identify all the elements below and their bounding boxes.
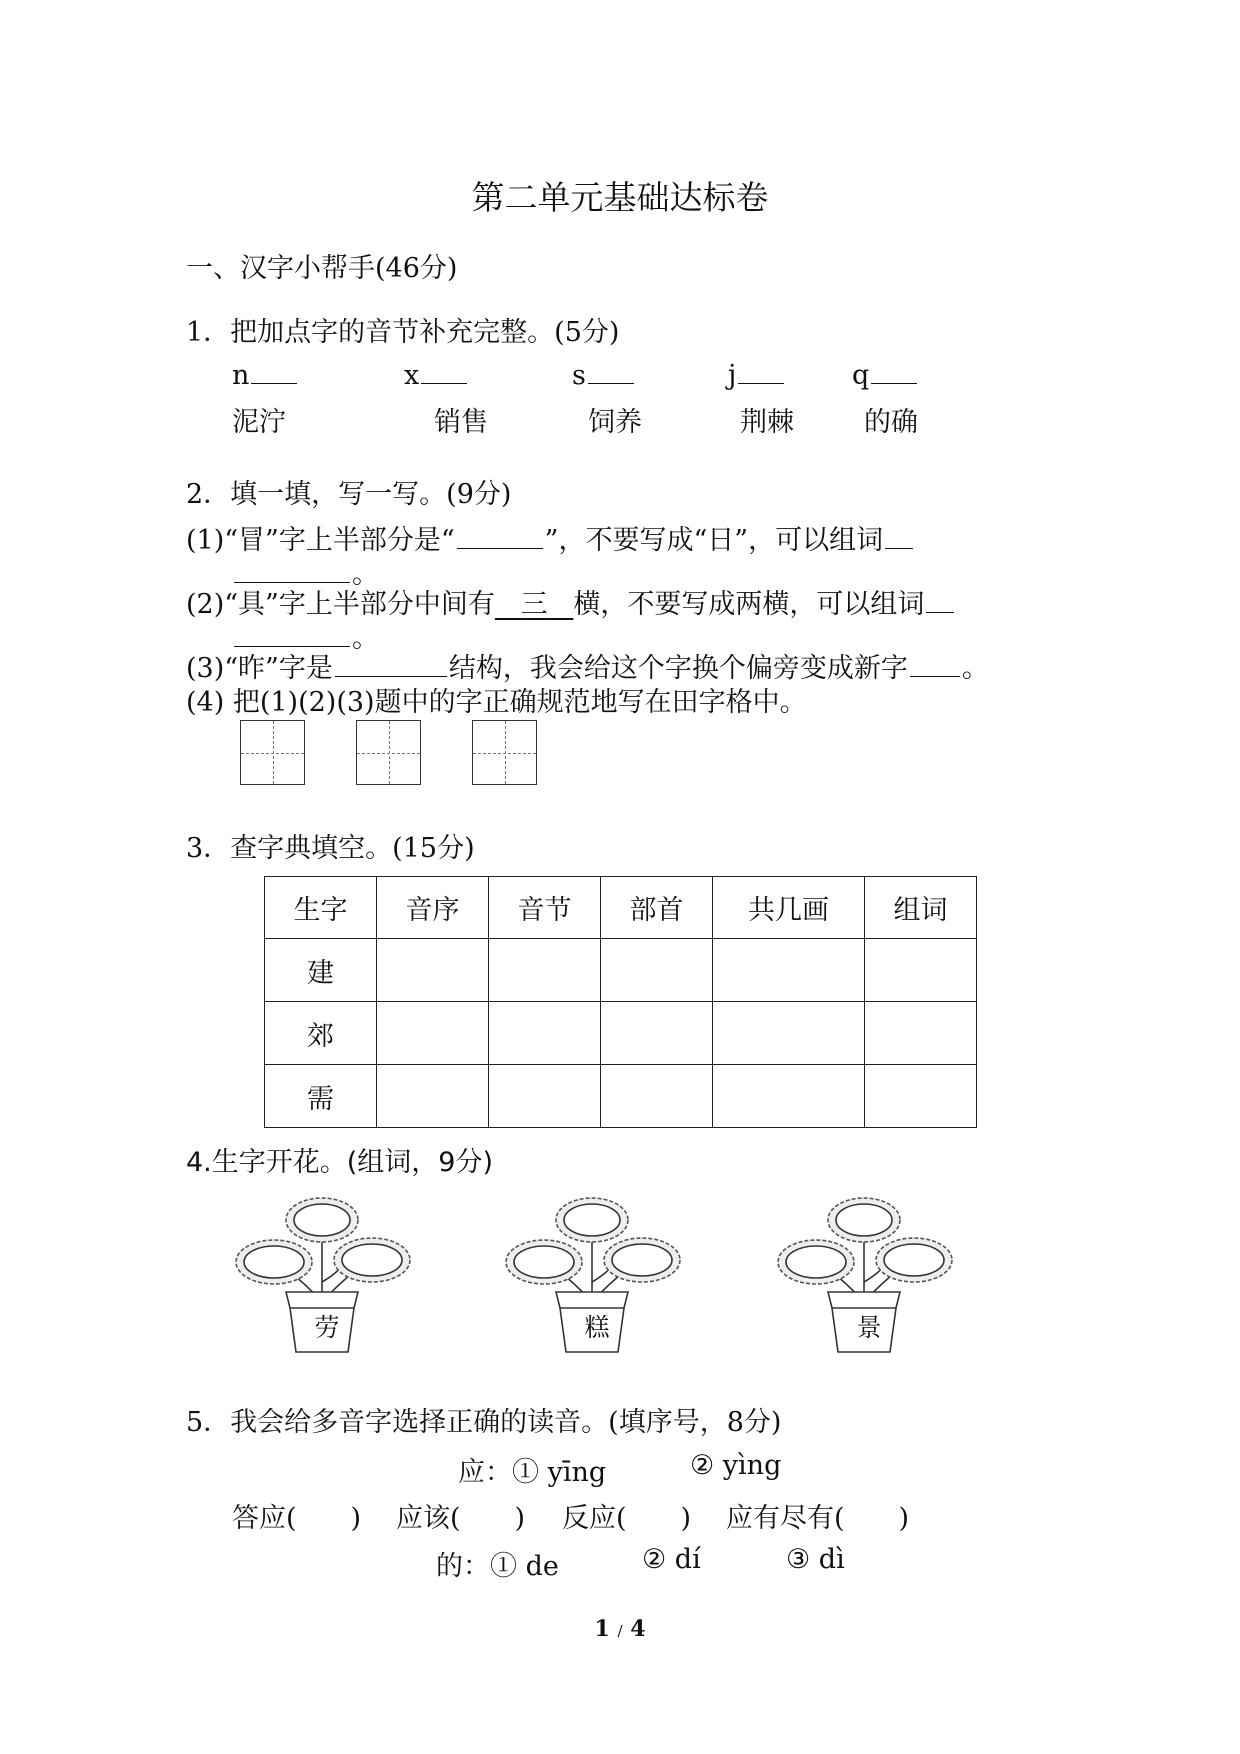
table-cell-input[interactable] — [601, 939, 713, 1002]
table-row — [265, 1002, 977, 1065]
table-cell-input[interactable] — [377, 1065, 489, 1128]
flower-pot-3 — [774, 1190, 964, 1356]
table-cell-input[interactable] — [377, 1002, 489, 1065]
q1-pinyin-3[interactable]: s — [572, 360, 636, 391]
q5-de-label: 的：① de — [436, 1551, 559, 1582]
q1-word-1: 泥泞 — [232, 407, 286, 438]
q5-prompt: 5．我会给多音字选择正确的读音。(填序号，8分) — [186, 1407, 782, 1438]
table-header: 组词 — [865, 877, 977, 939]
page-title: 第二单元基础达标卷 — [471, 178, 769, 217]
table-header: 生字 — [265, 877, 377, 939]
tianzige-box-3[interactable] — [472, 720, 537, 785]
dictionary-table — [264, 876, 977, 1128]
q2-blank-5[interactable] — [910, 654, 960, 677]
q5-item-2[interactable]: 应该( ) — [396, 1503, 526, 1534]
q2-line3: (3)“昨”字是 结构，我会给这个字换个偏旁变成新字 。 — [186, 653, 989, 684]
q1-word-2: 销售 — [434, 407, 488, 438]
q2-line2-cont: 。 — [232, 616, 379, 655]
q3-prompt: 3．查字典填空。(15分) — [186, 833, 475, 864]
q2-line1-cont: 。 — [232, 552, 379, 591]
q2-prompt: 2．填一填，写一写。(9分) — [186, 479, 512, 510]
q2-blank-3[interactable] — [926, 590, 954, 613]
table-cell-input[interactable] — [489, 939, 601, 1002]
q1-pinyin-1[interactable]: n — [232, 360, 299, 391]
flower-char: 景 — [856, 1313, 882, 1342]
tianzige-box-1[interactable] — [240, 720, 305, 785]
table-header: 音序 — [377, 877, 489, 939]
flower-char: 糕 — [584, 1313, 610, 1342]
flower-pot-2 — [502, 1190, 692, 1356]
q1-pinyin-4[interactable]: j — [728, 360, 786, 391]
q5-de-opt2: ② dí — [642, 1544, 701, 1575]
q2-blank-3b[interactable] — [234, 624, 350, 647]
table-cell-input[interactable] — [713, 1002, 865, 1065]
table-cell-char: 需 — [265, 1065, 377, 1128]
q2-line2: (2)“具”字上半部分中间有 三 横，不要写成两横，可以组词 — [186, 582, 956, 621]
table-row — [265, 1065, 977, 1128]
q2-blank-4[interactable] — [335, 654, 447, 677]
table-header-row — [265, 877, 977, 939]
table-cell-char: 郊 — [265, 1002, 377, 1065]
q2-answer-three: 三 — [520, 589, 548, 620]
q4-prompt: 4.生字开花。(组词，9分) — [186, 1147, 494, 1178]
table-cell-input[interactable] — [489, 1065, 601, 1128]
q1-pinyin-5[interactable]: q — [852, 360, 919, 391]
table-cell-char: 建 — [265, 939, 377, 1002]
table-header: 音节 — [489, 877, 601, 939]
section-heading: 一、汉字小帮手(46分) — [186, 253, 458, 284]
table-header: 共几画 — [713, 877, 865, 939]
q2-blank-2b[interactable] — [234, 560, 350, 583]
table-cell-input[interactable] — [865, 939, 977, 1002]
q5-item-1[interactable]: 答应( ) — [232, 1503, 362, 1534]
q1-prompt: 1．把加点字的音节补充完整。(5分) — [186, 317, 620, 348]
q2-blank-2[interactable] — [885, 526, 913, 549]
q1-pinyin-2[interactable]: x — [404, 360, 469, 391]
q1-word-5: 的确 — [864, 407, 918, 438]
tianzige-box-2[interactable] — [356, 720, 421, 785]
table-cell-input[interactable] — [865, 1065, 977, 1128]
flower-char: 劳 — [314, 1313, 340, 1342]
table-cell-input[interactable] — [713, 1065, 865, 1128]
table-cell-input[interactable] — [713, 939, 865, 1002]
table-row — [265, 939, 977, 1002]
q2-line4: (4) 把(1)(2)(3)题中的字正确规范地写在田字格中。 — [186, 687, 807, 718]
q5-de-opt3: ③ dì — [786, 1544, 845, 1575]
q2-line1: (1)“冒”字上半部分是“ ”，不要写成“日”，可以组词 — [186, 518, 915, 557]
table-cell-input[interactable] — [601, 1065, 713, 1128]
q5-ying-label: 应：① yīng — [458, 1457, 607, 1488]
q5-item-4[interactable]: 应有尽有( ) — [726, 1503, 910, 1534]
table-cell-input[interactable] — [377, 939, 489, 1002]
q2-blank-1[interactable] — [457, 526, 543, 549]
table-header: 部首 — [601, 877, 713, 939]
page-number: 1 / 4 — [594, 1616, 646, 1642]
q1-word-3: 饲养 — [588, 407, 642, 438]
q5-item-3[interactable]: 反应( ) — [562, 1503, 692, 1534]
q1-word-4: 荆棘 — [740, 407, 794, 438]
table-cell-input[interactable] — [489, 1002, 601, 1065]
table-cell-input[interactable] — [601, 1002, 713, 1065]
flower-pot-1 — [232, 1190, 422, 1356]
q5-ying-opt2: ② yìng — [690, 1450, 782, 1481]
table-cell-input[interactable] — [865, 1002, 977, 1065]
